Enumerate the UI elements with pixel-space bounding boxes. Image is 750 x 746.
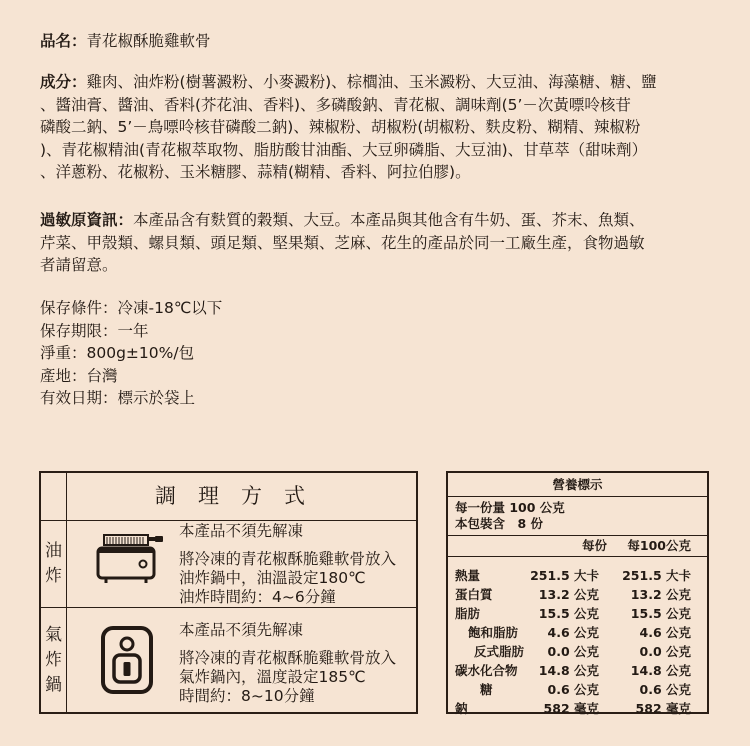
nutrition-row — [448, 604, 707, 623]
product-name-label: 品名： — [40, 32, 87, 50]
nutrition-serving-info — [455, 500, 565, 532]
per-serving-value: 0.0 公克 — [547, 644, 599, 659]
allergen-label: 過敏原資訊： — [40, 211, 134, 229]
fryer-row — [41, 520, 416, 608]
nutrient-name: 熱量 — [455, 568, 481, 583]
per-serving-value: 13.2 公克 — [538, 587, 599, 602]
product-name-line — [40, 30, 720, 53]
air-fryer-icon — [97, 624, 157, 700]
origin: 產地：台灣 — [40, 366, 118, 385]
nutrient-name: 鈉 — [455, 701, 468, 716]
ingredients-line: 、洋蔥粉、花椒粉、玉米糖膠、蒜精(糊精、香料、阿拉伯膠)。 — [40, 163, 471, 181]
method-char: 氣 — [45, 624, 62, 645]
product-info-section — [40, 297, 720, 410]
per-100g-value: 582 毫克 — [635, 701, 691, 716]
nutrition-row — [448, 661, 707, 680]
per-100g-value: 13.2 公克 — [630, 587, 691, 602]
per-100g-value: 14.8 公克 — [630, 663, 691, 678]
air-fryer-step: 氣炸鍋內，溫度設定185℃ — [179, 668, 366, 686]
nutrition-row — [448, 680, 707, 699]
per-100g-value: 15.5 公克 — [630, 606, 691, 621]
per-serving-header: 每份 — [581, 538, 607, 553]
fryer-note: 本產品不須先解凍 — [179, 522, 304, 540]
per-100g-value: 4.6 公克 — [639, 625, 691, 640]
per-serving-value: 4.6 公克 — [547, 625, 599, 640]
per-100g-header: 每100公克 — [627, 538, 691, 553]
ingredients-line: 、醬油膏、醬油、香料(芥花油、香料)、多磷酸鈉、青花椒、調味劑(5’－次黃嘌呤核苷 — [40, 95, 631, 114]
method-char: 鍋 — [45, 674, 62, 695]
expiry-date: 有效日期：標示於袋上 — [40, 389, 196, 408]
nutrition-row — [448, 566, 707, 585]
serving-size: 每一份量 100 公克 — [455, 500, 565, 515]
cooking-title: 調理方式 — [155, 484, 327, 508]
per-serving-value: 251.5 大卡 — [530, 568, 599, 583]
per-100g-value: 251.5 大卡 — [622, 568, 691, 583]
nutrition-row — [448, 623, 707, 642]
per-serving-value: 15.5 公克 — [538, 606, 599, 621]
fryer-step: 將冷凍的青花椒酥脆雞軟骨放入 — [179, 550, 397, 568]
cooking-instructions-table — [39, 471, 418, 714]
fryer-step: 油炸時間約：4~6分鐘 — [179, 588, 336, 606]
ingredients-line: )、青花椒精油(青花椒萃取物、脂肪酸甘油酯、大豆卵磷脂、大豆油)、甘草萃（甜味劑） — [40, 140, 648, 159]
cooking-title-spacer — [41, 473, 67, 520]
nutrition-title: 營養標示 — [448, 473, 707, 497]
air-fryer-step: 時間約：8~10分鐘 — [179, 687, 315, 705]
method-char: 炸 — [45, 565, 62, 586]
allergen-section — [40, 209, 720, 277]
fryer-instructions — [179, 522, 396, 607]
ingredients-line: 磷酸二鈉、5’－鳥嘌呤核苷磷酸二鈉)、辣椒粉、胡椒粉(胡椒粉、麩皮粉、糊精、辣椒粉 — [40, 118, 641, 136]
nutrient-name: 飽和脂肪 — [468, 625, 519, 640]
ingredients-section — [40, 71, 720, 184]
air-fryer-instructions — [179, 621, 396, 706]
air-fryer-row — [41, 608, 416, 712]
nutrition-row — [448, 699, 707, 718]
nutrition-rows — [448, 566, 707, 718]
cooking-title-row — [41, 473, 416, 521]
per-serving-value: 0.6 公克 — [547, 682, 599, 697]
air-fryer-step: 將冷凍的青花椒酥脆雞軟骨放入 — [179, 649, 397, 667]
per-100g-value: 0.6 公克 — [639, 682, 691, 697]
per-serving-value: 582 毫克 — [543, 701, 599, 716]
per-serving-value: 14.8 公克 — [538, 663, 599, 678]
ingredients-line: 雞肉、油炸粉(樹薯澱粉、小麥澱粉)、棕櫚油、玉米澱粉、大豆油、海藻糖、糖、鹽 — [86, 73, 657, 91]
nutrient-name: 反式脂肪 — [474, 644, 525, 659]
nutrient-name: 碳水化合物 — [455, 663, 518, 678]
allergen-line: 本產品含有麩質的穀類、大豆。本產品與其他含有牛奶、蛋、芥末、魚類、 — [133, 211, 645, 229]
fryer-method-label — [41, 520, 67, 607]
nutrition-row — [448, 585, 707, 604]
deep-fryer-icon — [90, 526, 166, 602]
method-char: 炸 — [45, 649, 62, 670]
net-weight: 淨重：800g±10%/包 — [40, 344, 195, 363]
method-char: 油 — [45, 540, 62, 561]
allergen-line: 芹菜、甲殼類、螺貝類、頭足類、堅果類、芝麻、花生的產品於同一工廠生產，食物過敏 — [40, 233, 645, 252]
nutrient-name: 脂肪 — [455, 606, 481, 621]
servings-per-package: 本包裝含 8 份 — [455, 516, 544, 531]
storage-condition: 保存條件：冷凍-18℃以下 — [40, 299, 223, 317]
nutrient-name: 糖 — [480, 682, 493, 697]
per-100g-value: 0.0 公克 — [639, 644, 691, 659]
ingredients-label: 成分： — [40, 73, 87, 91]
nutrient-name: 蛋白質 — [455, 587, 493, 602]
allergen-line: 者請留意。 — [40, 256, 118, 274]
air-fryer-note: 本產品不須先解凍 — [179, 621, 304, 639]
fryer-step: 油炸鍋中，油溫設定180℃ — [179, 569, 366, 587]
shelf-life: 保存期限：一年 — [40, 321, 149, 340]
nutrition-facts-table — [446, 471, 709, 714]
nutrition-column-headers — [448, 535, 707, 557]
nutrition-row — [448, 642, 707, 661]
product-name-value: 青花椒酥脆雞軟骨 — [86, 32, 211, 50]
air-fryer-method-label — [41, 608, 67, 712]
